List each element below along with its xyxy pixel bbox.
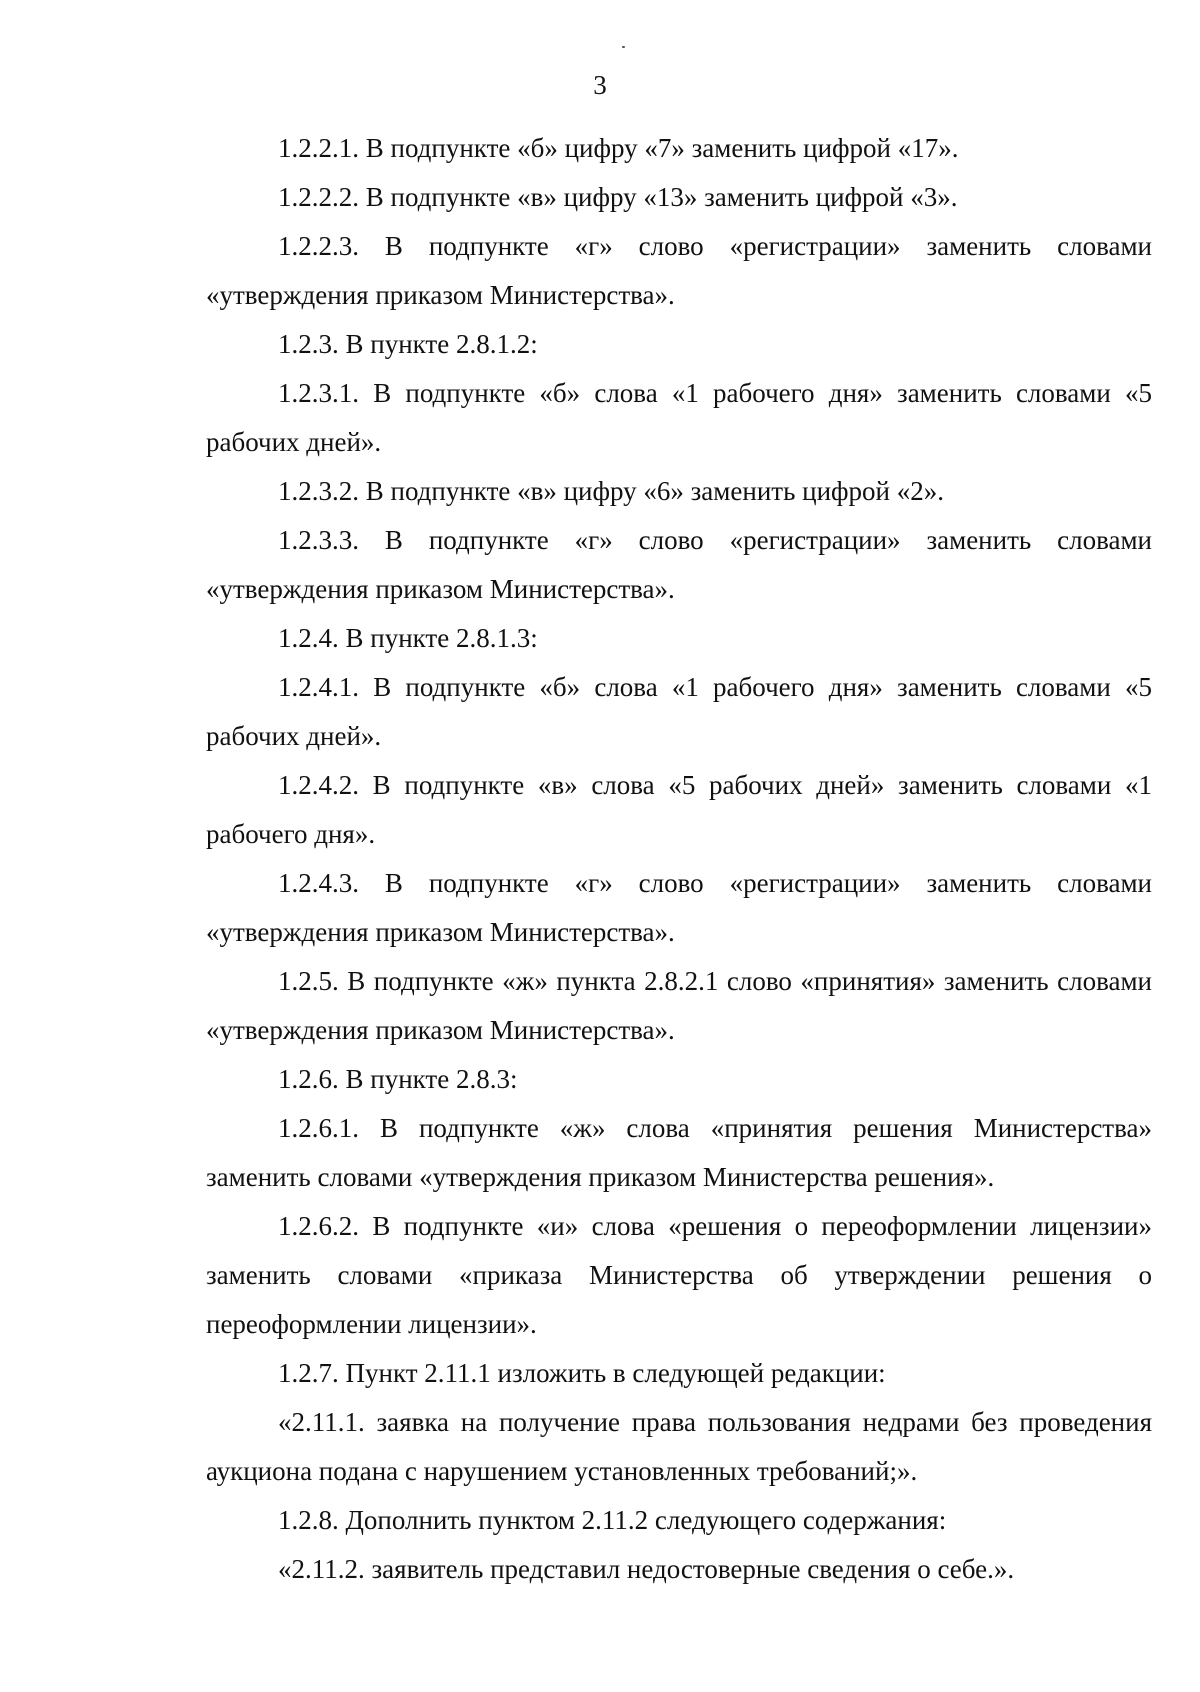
paragraph-1-2-2-2: 1.2.2.2. В подпункте «в» цифру «13» заменить цифрой «3». [278, 182, 958, 212]
paragraph-1-2-4-1: 1.2.4.1. В подпункте «б» слова «1 рабочего дня» заменить словами «5 рабочих дней». [206, 672, 1152, 751]
paragraph-1-2-2-3: 1.2.2.3. В подпункте «г» слово «регистрации» заменить словами «утверждения приказом Министерства». [206, 231, 1152, 310]
paragraph-1-2-7: 1.2.7. Пункт 2.11.1 изложить в следующей редакции: [278, 1358, 886, 1388]
paragraph-1-2-4: 1.2.4. В пункте 2.8.1.3: [278, 623, 538, 653]
paragraph-1-2-3-1: 1.2.3.1. В подпункте «б» слова «1 рабочего дня» заменить словами «5 рабочих дней». [206, 378, 1152, 457]
paragraph-1-2-6-2: 1.2.6.2. В подпункте «и» слова «решения о переоформлении лицензии» заменить словами «приказа Министерства об утверждении решения о переоформлении лицензии». [206, 1211, 1152, 1339]
page-number: 3 [593, 70, 607, 100]
paragraph-1-2-8: 1.2.8. Дополнить пунктом 2.11.2 следующего содержания: [278, 1505, 947, 1535]
paragraph-1-2-6: 1.2.6. В пункте 2.8.3: [278, 1064, 518, 1094]
paragraph-quote-2-11-1: «2.11.1. заявка на получение права пользования недрами без проведения аукциона подана с нарушением установленных требований;». [206, 1407, 1152, 1486]
document-body [206, 124, 1152, 1594]
paragraph-1-2-4-2: 1.2.4.2. В подпункте «в» слова «5 рабочих дней» заменить словами «1 рабочего дня». [206, 770, 1152, 849]
paragraph-1-2-3-3: 1.2.3.3. В подпункте «г» слово «регистрации» заменить словами «утверждения приказом Министерства». [206, 525, 1152, 604]
paragraph-1-2-5: 1.2.5. В подпункте «ж» пункта 2.8.2.1 слово «принятия» заменить словами «утверждения приказом Министерства». [206, 966, 1152, 1045]
paragraph-1-2-3-2: 1.2.3.2. В подпункте «в» цифру «6» заменить цифрой «2». [278, 476, 944, 506]
paragraph-1-2-3: 1.2.3. В пункте 2.8.1.2: [278, 329, 538, 359]
paragraph-1-2-6-1: 1.2.6.1. В подпункте «ж» слова «принятия решения Министерства» заменить словами «утверждения приказом Министерства решения». [206, 1113, 1152, 1192]
paragraph-quote-2-11-2: «2.11.2. заявитель представил недостоверные сведения о себе.». [278, 1554, 1015, 1584]
paragraph-1-2-2-1: 1.2.2.1. В подпункте «б» цифру «7» заменить цифрой «17». [278, 133, 959, 163]
paragraph-1-2-4-3: 1.2.4.3. В подпункте «г» слово «регистрации» заменить словами «утверждения приказом Министерства». [206, 868, 1152, 947]
scan-speck [622, 46, 625, 48]
